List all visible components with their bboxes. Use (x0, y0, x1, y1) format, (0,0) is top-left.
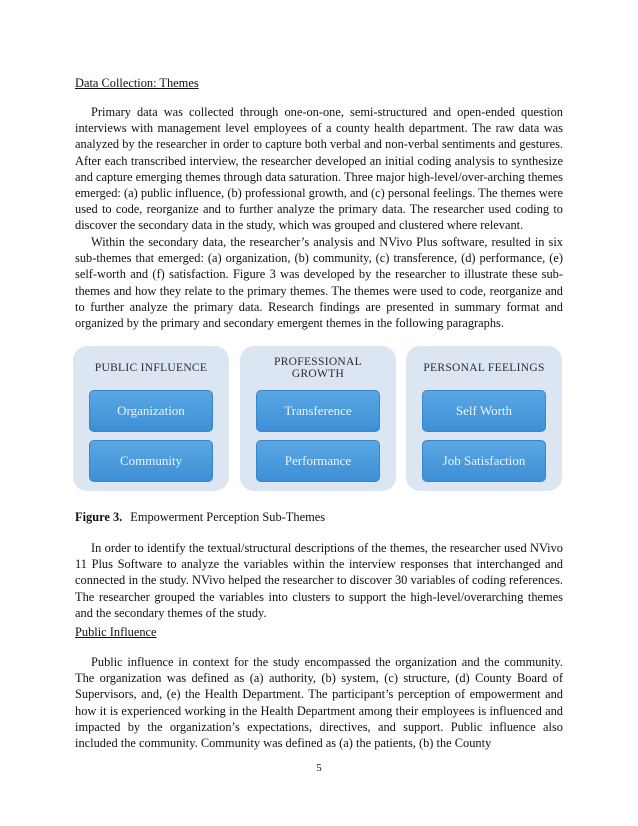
paragraph-primary-data: Primary data was collected through one-on-one, semi-structured and open-ended question interviews with management level employees of a county health department. The raw data was analyzed by the researcher in order to capture both verbal and non-verbal sentiments and gestures. After each transcribed interview, the researcher developed an initial coding analysis to synthesize and capture emerging themes through data saturation. Three major high-level/over-arching themes emerged: (a) public influence, (b) professional growth, and (c) personal feelings. The themes were used to code, reorganize and to further analyze the primary data. The researcher used coding to discover the secondary data in the study, which was grouped and clustered where relevant. (75, 105, 563, 233)
panel-personal-feelings (406, 346, 562, 491)
subtheme-community: Community (89, 440, 213, 482)
figure-caption-label: Figure 3. (75, 510, 123, 524)
figure-caption (75, 510, 325, 525)
subtheme-organization: Organization (89, 390, 213, 432)
figure-caption-text: Empowerment Perception Sub-Themes (130, 510, 326, 524)
subtheme-job-satisfaction: Job Satisfaction (422, 440, 546, 482)
panel-title: PUBLIC INFLUENCE (94, 362, 208, 374)
panel-title: PROFESSIONAL GROWTH (274, 356, 362, 380)
subtheme-performance: Performance (256, 440, 380, 482)
section-heading-public-influence: Public Influence (75, 625, 157, 639)
panel-title: PERSONAL FEELINGS (423, 362, 545, 374)
page-number: 5 (316, 762, 322, 774)
panel-professional-growth (240, 346, 396, 491)
panel-public-influence (73, 346, 229, 491)
figure-3-diagram (73, 346, 563, 492)
section-heading-data-collection: Data Collection: Themes (75, 76, 199, 90)
subtheme-transference: Transference (256, 390, 380, 432)
paragraph-secondary-data: Within the secondary data, the researcher’s analysis and NVivo Plus software, resulted in six sub-themes that emerged: (a) organization, (b) community, (c) transference, (d) performance, (e) self-worth and (f) satisfaction. Figure 3 was developed by the researcher to illustrate these sub-themes and how they relate to the primary themes. The themes were used to code, reorganize and to further analyze the primary data. Research findings are presented in summary format and organized by the primary and secondary emergent themes in the following paragraphs. (75, 235, 563, 331)
subtheme-self-worth: Self Worth (422, 390, 546, 432)
paragraph-public-influence: Public influence in context for the study encompassed the organization and the community. The organization was defined as (a) authority, (b) system, (c) structure, (d) County Board of Supervisors, and, (e) the Health Department. The participant’s perception of empowerment and how it is experienced working in the Health Department among their employees is influenced and impacted by the organization’s expectations, directives, and support. Public influence also included the community. Community was defined as (a) the patients, (b) the County (75, 655, 563, 751)
paragraph-nvivo-analysis: In order to identify the textual/structural descriptions of the themes, the researcher used NVivo 11 Plus Software to analyze the variables within the interview responses that interchanged and connected in the study. NVivo helped the researcher to discover 30 variables of coding references. The researcher grouped the variables into clusters to support the high-level/overarching themes and the secondary themes of the study. (75, 541, 563, 620)
